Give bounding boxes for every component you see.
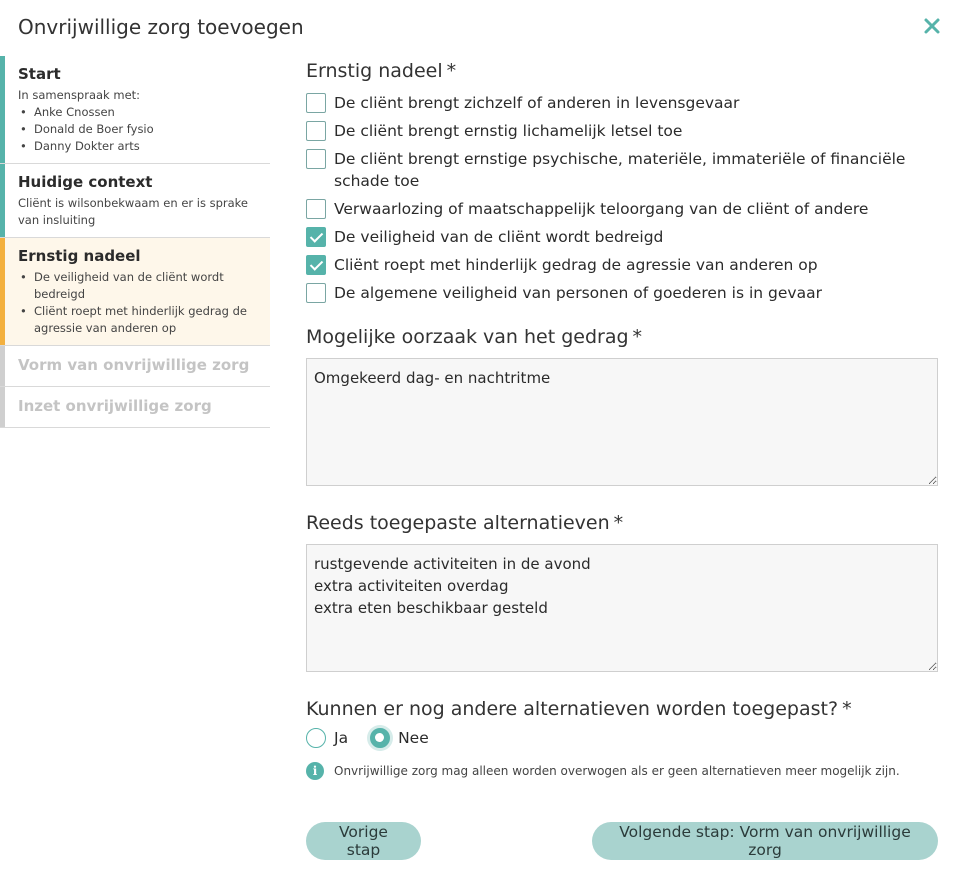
checkbox[interactable] [306,149,326,169]
checkbox-label: De cliënt brengt ernstig lichamelijk letsel toe [334,122,683,140]
dialog-title: Onvrijwillige zorg toevoegen [18,15,304,39]
checkbox[interactable] [306,121,326,141]
step-inzet [0,387,270,428]
form-main [306,60,938,780]
step-context-text: Cliënt is wilsonbekwaam en er is sprake van insluiting [18,196,249,227]
nadeel-option[interactable] [306,226,938,248]
list-item: • Danny Dokter arts [18,138,260,155]
oorzaak-section-label [306,326,938,348]
next-step-button[interactable]: Volgende stap: Vorm van onvrijwillige zorg [592,822,938,860]
question-label: Kunnen er nog andere alternatieven worden toegepast? [306,698,839,720]
people-list [18,104,260,155]
required-mark: * [632,326,643,348]
nadeel-option[interactable] [306,92,938,114]
oorzaak-label: Mogelijke oorzaak van het gedrag [306,326,629,348]
oorzaak-textarea[interactable] [306,358,938,486]
step-start-subtitle: In samenspraak met: [18,88,141,102]
radio-ja-label: Ja [334,729,349,747]
checkbox-label: De cliënt brengt ernstige psychische, materiële, immateriële of financiële schade toe [334,150,906,190]
step-start-title: Start [18,65,61,83]
nadeel-option[interactable] [306,282,938,304]
info-icon: i [306,762,324,780]
radio-option-ja[interactable] [306,728,348,748]
required-mark: * [842,698,852,720]
required-mark: * [446,60,457,82]
list-item: • Cliënt roept met hinderlijk gedrag de agressie van anderen op [18,303,260,337]
checkbox[interactable] [306,255,326,275]
nadeel-checkbox-list [306,92,938,304]
checkbox[interactable] [306,93,326,113]
nadeel-option[interactable] [306,120,938,142]
list-item: • De veiligheid van de cliënt wordt bedreigd [18,269,260,303]
checkbox-label: De algemene veiligheid van personen of goederen is in gevaar [334,284,822,302]
checkbox[interactable] [306,283,326,303]
radio-nee[interactable] [370,728,390,748]
required-mark: * [613,512,624,534]
previous-step-button[interactable]: Vorige stap [306,822,421,860]
alternatieven-label: Reeds toegepaste alternatieven [306,512,610,534]
question-section-label [306,698,938,720]
radio-option-nee[interactable] [370,728,429,748]
step-context[interactable] [0,164,270,238]
list-item: • Anke Cnossen [18,104,260,121]
checkbox-label: De veiligheid van de cliënt wordt bedreigd [334,228,664,246]
checkbox-label: De cliënt brengt zichzelf of anderen in levensgevaar [334,94,740,112]
step-nadeel-title: Ernstig nadeel [18,247,141,265]
checkbox-label: Cliënt roept met hinderlijk gedrag de agressie van anderen op [334,256,818,274]
nadeel-option[interactable] [306,198,938,220]
step-vorm [0,346,270,387]
radio-nee-label: Nee [398,729,429,747]
step-vorm-title: Vorm van onvrijwillige zorg [18,356,250,374]
checkbox[interactable] [306,199,326,219]
nadeel-label: Ernstig nadeel [306,60,443,82]
nadeel-option[interactable] [306,254,938,276]
checkbox-label: Verwaarlozing of maatschappelijk teloorgang van de cliënt of andere [334,200,869,218]
radio-ja[interactable] [306,728,326,748]
step-ernstig-nadeel[interactable] [0,238,270,346]
step-context-title: Huidige context [18,173,153,191]
info-message [306,762,938,780]
step-start[interactable] [0,56,270,164]
checkbox[interactable] [306,227,326,247]
step-inzet-title: Inzet onvrijwillige zorg [18,397,212,415]
nadeel-section-label [306,60,938,82]
list-item: • Donald de Boer fysio [18,121,260,138]
info-text: Onvrijwillige zorg mag alleen worden overwogen als er geen alternatieven meer mogelijk zijn. [334,764,900,778]
nadeel-list [18,269,260,337]
steps-sidebar [0,56,270,428]
alternatieven-textarea[interactable] [306,544,938,672]
close-icon[interactable] [922,16,942,36]
nadeel-option[interactable] [306,148,938,192]
alternatieven-radio-group [306,728,938,748]
alternatieven-section-label [306,512,938,534]
